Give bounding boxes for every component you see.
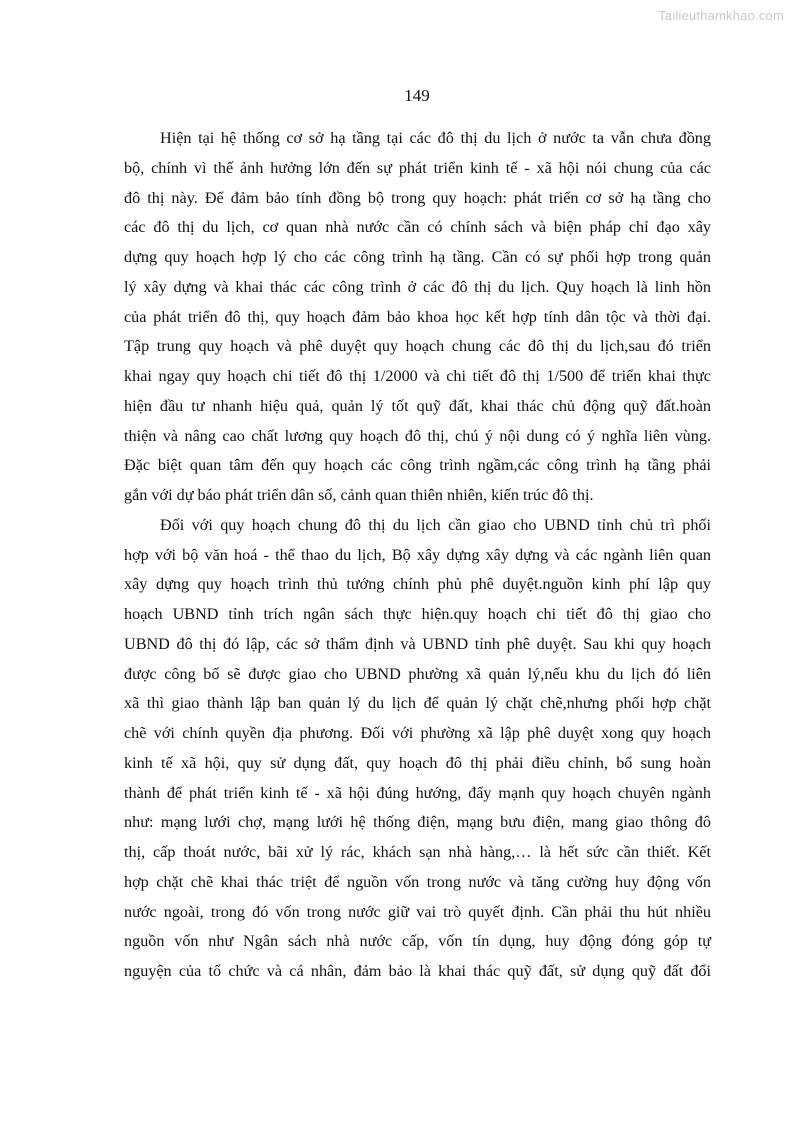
body-text bbox=[124, 124, 711, 987]
text-line: nước ngoài, trong đó vốn trong nước giữ vai trò quyết định. Cần phải thu hút nhiều bbox=[124, 902, 711, 921]
text-line: Tập trung quy hoạch và phê duyệt quy hoạch chung các đô thị du lịch,sau đó triển bbox=[124, 337, 711, 356]
text-line: hoạch UBND tỉnh trích ngân sách thực hiện.quy hoạch chi tiết đô thị giao cho bbox=[124, 605, 711, 623]
text-line: xây dựng quy hoạch trình thủ tướng chính phủ phê duyệt.nguồn kinh phí lập quy bbox=[124, 575, 711, 594]
text-line: lý xây dựng và khai thác các công trình ở các đô thị du lịch. Quy hoạch là linh hồn bbox=[124, 277, 711, 296]
text-line: như: mạng lưới chợ, mạng lưới hệ thống điện, mạng bưu điện, mang giao thông đô bbox=[124, 813, 711, 832]
text-line: gắn với dự báo phát triển dân số, cảnh quan thiên nhiên, kiến trúc đô thị. bbox=[124, 486, 594, 504]
text-line: chẽ với chính quyền địa phương. Đối với phường xã lập phê duyệt xong quy hoạch bbox=[124, 724, 711, 742]
text-line: Hiện tại hệ thống cơ sở hạ tầng tại các đô thị du lịch ở nước ta vẫn chưa đồng bbox=[160, 129, 711, 147]
text-line: thiện và nâng cao chất lương quy hoạch đô thị, chú ý nội dung có ý nghĩa liên vùng. bbox=[124, 426, 711, 445]
text-line: các đô thị du lịch, cơ quan nhà nước cần có chính sách và biện pháp chỉ đạo xây bbox=[124, 218, 711, 237]
text-line: nguyện của tổ chức và cá nhân, đảm bảo là khai thác quỹ đất, sử dụng quỹ đất đổi bbox=[124, 962, 711, 980]
text-line: hiện đầu tư nhanh hiệu quả, quản lý tốt quỹ đất, khai thác chủ động quỹ đất.hoàn bbox=[124, 396, 711, 415]
text-line: của phát triển đô thị, quy hoạch đảm bảo khoa học kết hợp tính dân tộc và thời đại. bbox=[124, 307, 711, 326]
text-line: hợp với bộ văn hoá - thể thao du lịch, Bộ xây dựng xây dựng và các ngành liên quan bbox=[124, 545, 711, 564]
text-line: dựng quy hoạch hợp lý cho các công trình hạ tầng. Cần có sự phối hợp trong quản bbox=[124, 248, 711, 266]
text-line: Đặc biệt quan tâm đến quy hoạch các công trình ngầm,các công trình hạ tầng phải bbox=[124, 456, 711, 475]
text-line: UBND đô thị đó lập, các sở thẩm định và UBND tỉnh phê duyệt. Sau khi quy hoạch bbox=[124, 634, 711, 653]
text-line: thị, cấp thoát nước, bãi xử lý rác, khách sạn nhà hàng,… là hết sức cần thiết. Kết bbox=[124, 843, 711, 861]
text-line: nguồn vốn như Ngân sách nhà nước cấp, vốn tín dụng, huy động đóng góp tự bbox=[124, 932, 711, 951]
text-line: khai ngay quy hoạch chi tiết đô thị 1/2000 và chi tiết đô thị 1/500 để triển khai thực bbox=[124, 367, 711, 385]
watermark-text: Tailieuthamkhao.com bbox=[658, 8, 784, 23]
text-line: Đối với quy hoạch chung đô thị du lịch cần giao cho UBND tỉnh chủ trì phối bbox=[160, 515, 711, 534]
text-line: hợp chặt chẽ khai thác triệt để nguồn vốn trong nước và tăng cường huy động vốn bbox=[124, 872, 711, 891]
page-number: 149 bbox=[404, 86, 430, 105]
text-line: được công bố sẽ được giao cho UBND phường xã quản lý,nếu khu du lịch đó liên bbox=[124, 664, 711, 683]
text-line: bộ, chính vì thế ảnh hưởng lớn đến sự phát triển kinh tế - xã hội nói chung của các bbox=[124, 158, 711, 177]
text-line: xã thì giao thành lập ban quản lý du lịch để quản lý chặt chẽ,nhưng phối hợp chặt bbox=[124, 694, 711, 713]
text-line: thành để phát triển kinh tế - xã hội đúng hướng, đẩy mạnh quy hoạch chuyên ngành bbox=[124, 783, 711, 802]
text-line: kinh tế xã hội, quy sử dụng đất, quy hoạch đô thị phải điều chỉnh, bổ sung hoàn bbox=[124, 753, 711, 772]
text-line: đô thị này. Để đảm bảo tính đồng bộ trong quy hoạch: phát triển cơ sở hạ tầng cho bbox=[124, 188, 711, 207]
